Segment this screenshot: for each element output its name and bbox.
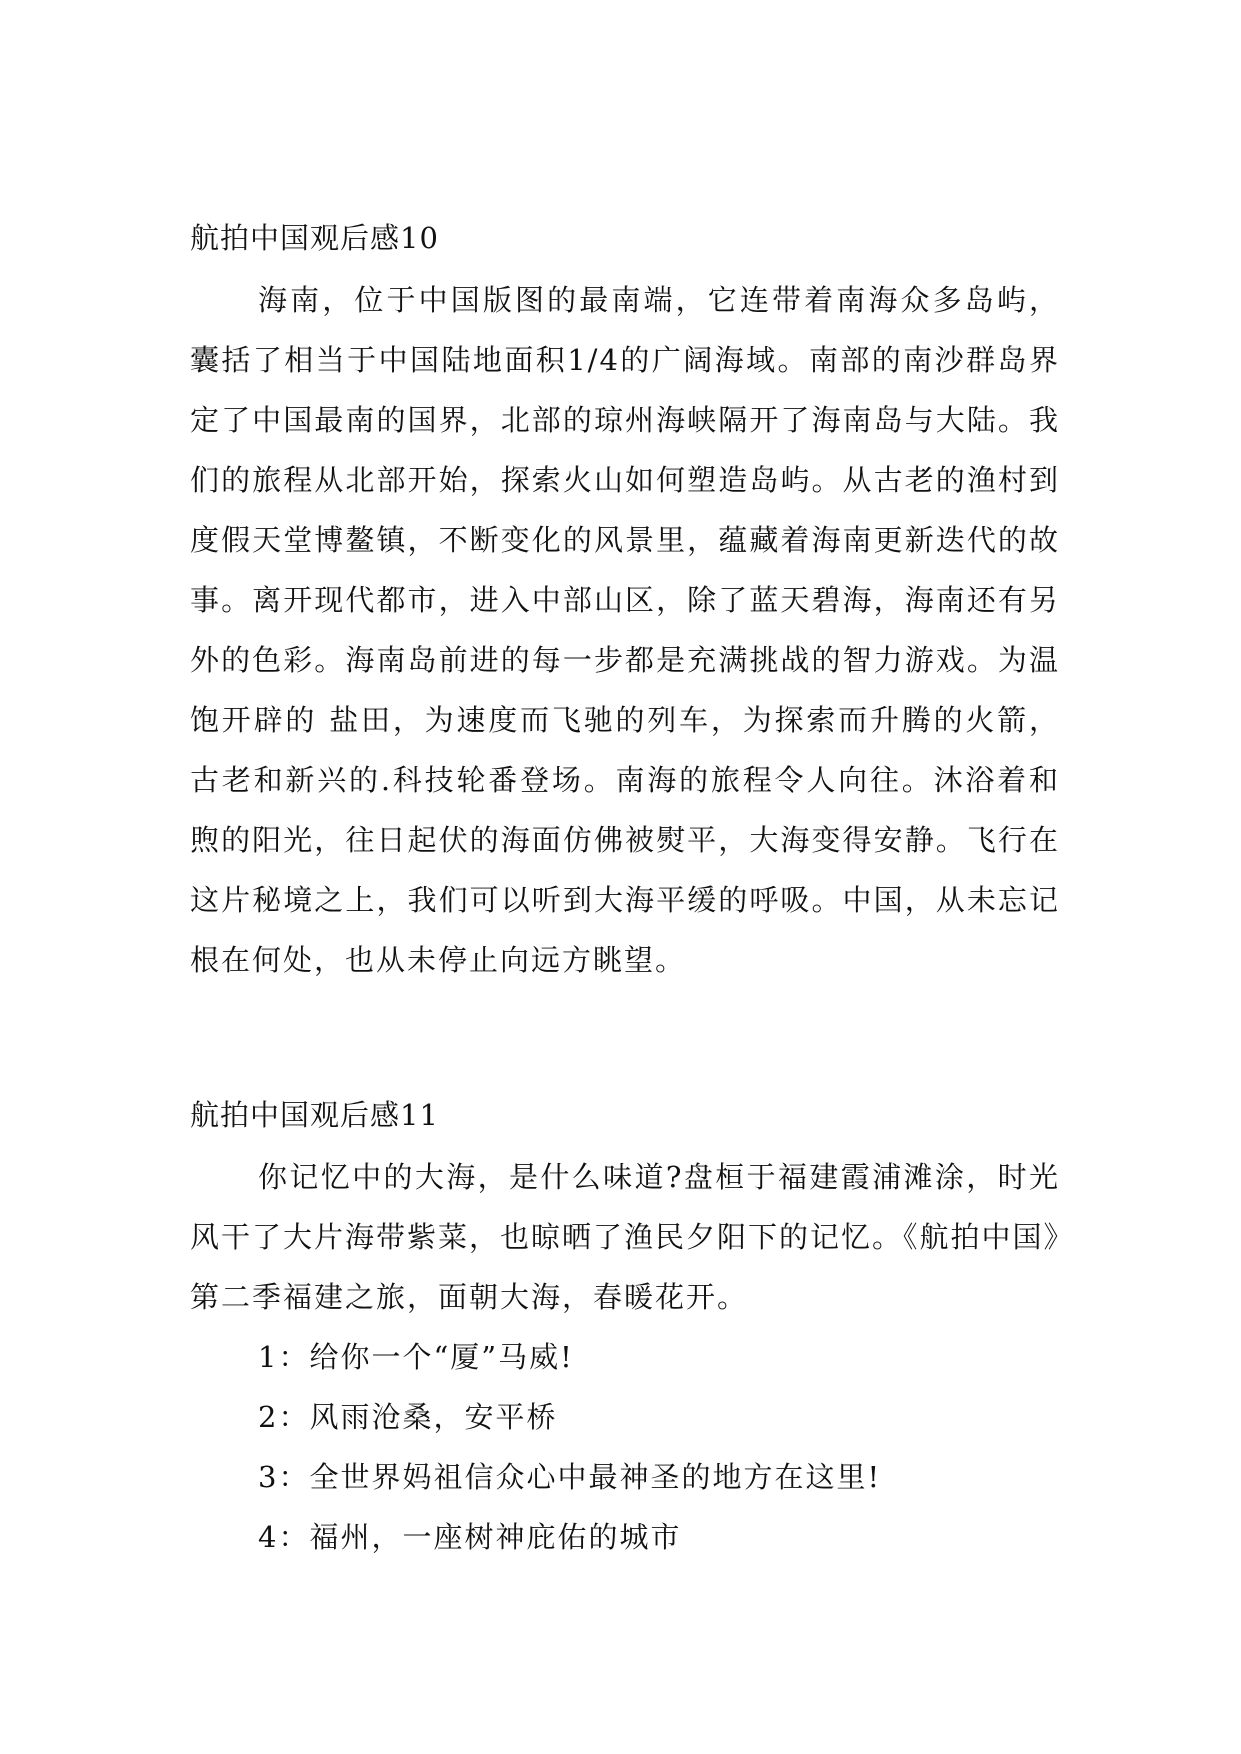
section-review-11 bbox=[190, 1095, 1060, 1567]
section-paragraph: 你记忆中的大海，是什么味道?盘桓于福建霞浦滩涂，时光风干了大片海带紫菜，也晾晒了渔民夕阳下的记忆。《航拍中国》第二季福建之旅，面朝大海，春暖花开。 bbox=[190, 1160, 1061, 1314]
list-item: 4：福州，一座树神庇佑的城市 bbox=[258, 1520, 682, 1554]
list-item: 3：全世界妈祖信众心中最神圣的地方在这里! bbox=[258, 1460, 882, 1494]
section-review-10 bbox=[190, 218, 1060, 990]
list-item: 1：给你一个“厦”马威! bbox=[258, 1340, 574, 1374]
section-title: 航拍中国观后感11 bbox=[190, 1098, 439, 1132]
list-item: 2：风雨沧桑，安平桥 bbox=[258, 1400, 558, 1434]
section-paragraph: 海南，位于中国版图的最南端，它连带着南海众多岛屿，囊括了相当于中国陆地面积1/4的广阔海域。南部的南沙群岛界定了中国最南的国界，北部的琼州海峡隔开了海南岛与大陆。我们的旅程从北部开始，探索火山如何塑造岛屿。从古老的渔村到度假天堂博鳌镇，不断变化的风景里，蕴藏着海南更新迭代的故事。离开现代都市，进入中部山区，除了蓝天碧海，海南还有另外的色彩。海南岛前进的每一步都是充满挑战的智力游戏。为温饱开辟的 盐田，为速度而飞驰的列车，为探索而升腾的火箭，古老和新兴的.科技轮番登场。南海的旅程令人向往。沐浴着和煦的阳光，往日起伏的海面仿佛被熨平，大海变得安静。飞行在这片秘境之上，我们可以听到大海平缓的呼吸。中国，从未忘记根在何处，也从未停止向远方眺望。 bbox=[190, 283, 1060, 977]
section-title: 航拍中国观后感10 bbox=[190, 221, 439, 255]
